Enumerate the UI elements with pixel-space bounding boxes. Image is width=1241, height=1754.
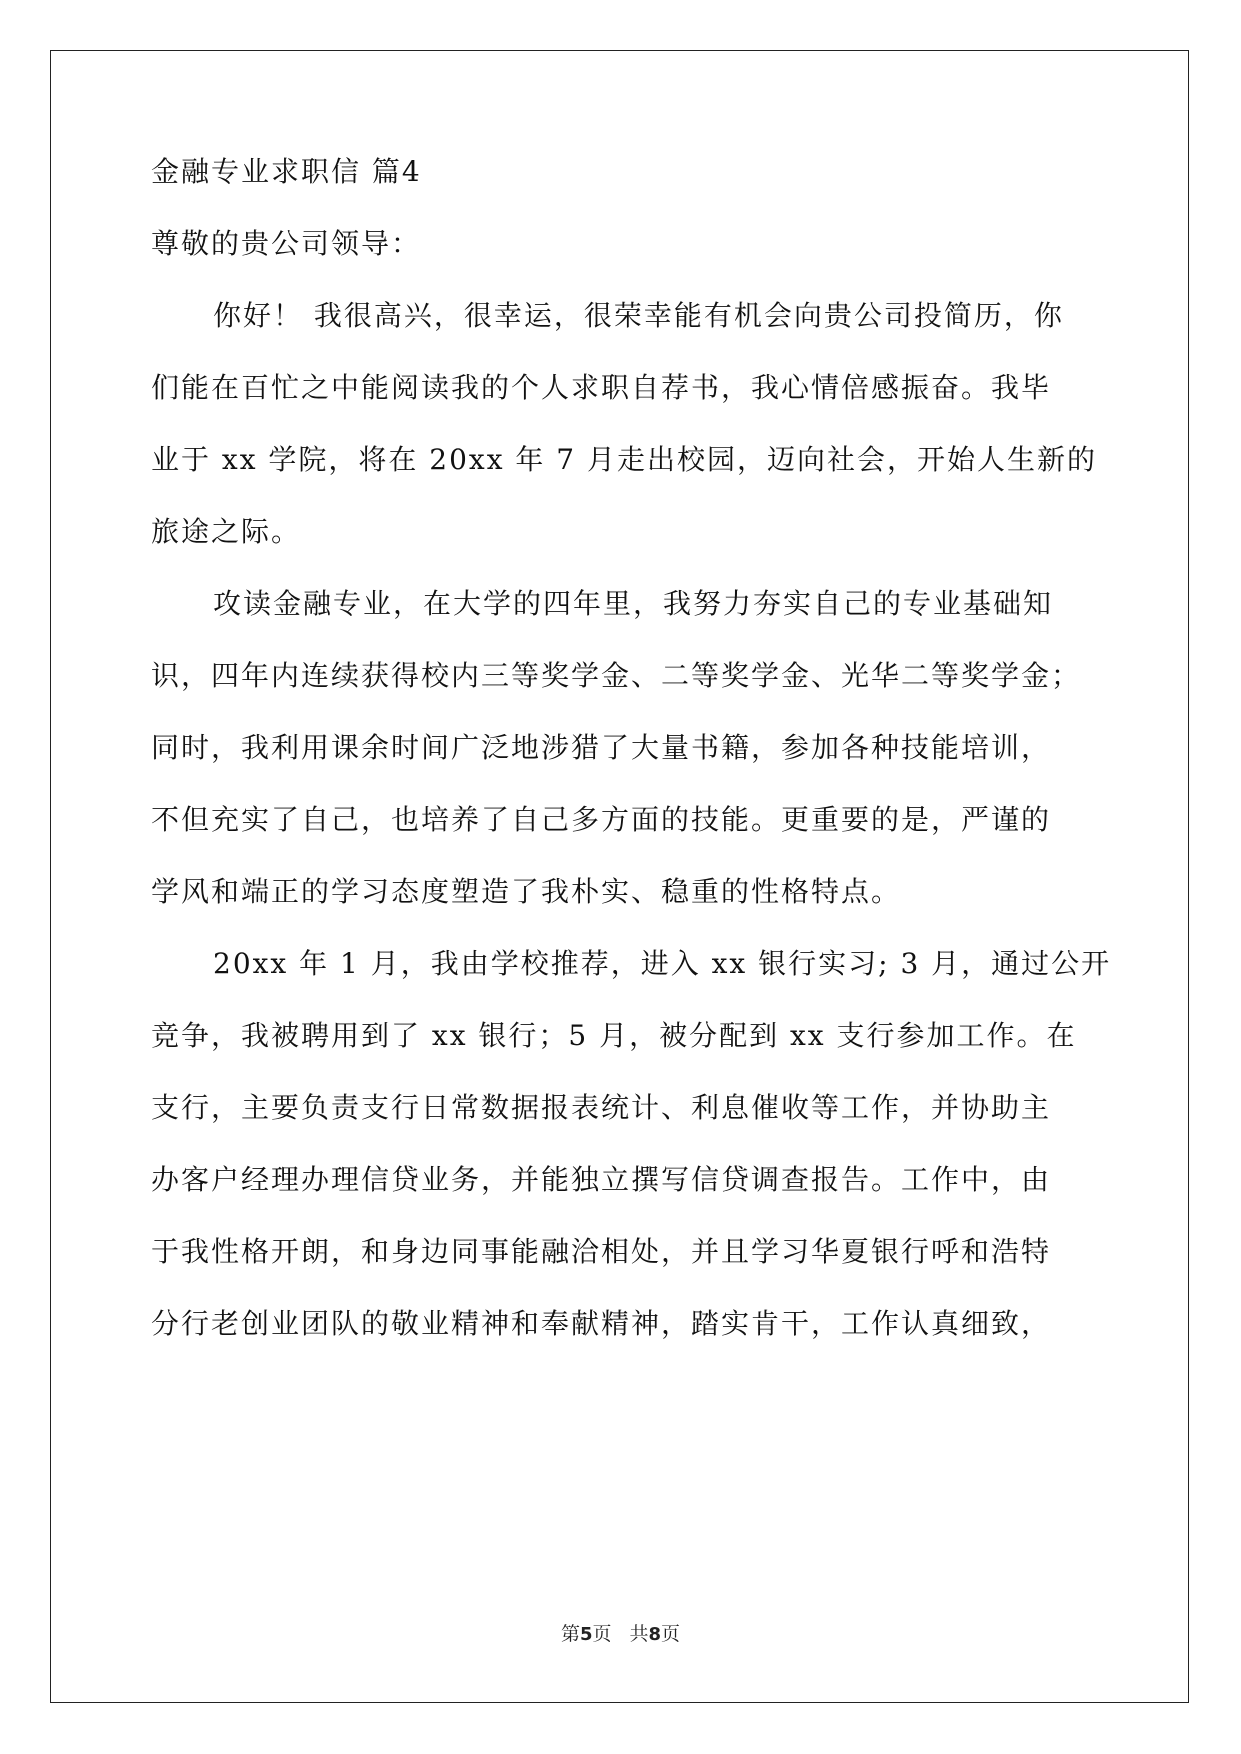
paragraph-line: 20xx 年 1 月，我由学校推荐，进入 xx 银行实习; 3 月，通过公开 [213,947,1112,980]
total-page-number: 8 [648,1624,662,1645]
document-title: 金融专业求职信 篇4 [151,155,422,188]
paragraph-line: 们能在百忙之中能阅读我的个人求职自荐书，我心情倍感振奋。我毕 [151,371,1052,404]
paragraph-line: 学风和端正的学习态度塑造了我朴实、稳重的性格特点。 [151,875,902,908]
paragraph-line: 识，四年内连续获得校内三等奖学金、二等奖学金、光华二等奖学金； [151,659,1082,692]
page-footer [0,1620,1241,1649]
paragraph-line: 攻读金融专业，在大学的四年里，我努力夯实自己的专业基础知 [213,587,1054,620]
salutation: 尊敬的贵公司领导： [151,227,422,260]
page-suffix: 页 [592,1623,612,1645]
current-page-number: 5 [579,1624,593,1645]
paragraph-line: 同时，我利用课余时间广泛地涉猎了大量书籍，参加各种技能培训， [151,731,1052,764]
paragraph-line: 分行老创业团队的敬业精神和奉献精神，踏实肯干，工作认真细致， [151,1307,1052,1340]
paragraph-line: 支行，主要负责支行日常数据报表统计、利息催收等工作，并协助主 [151,1091,1052,1124]
page-prefix: 第 [560,1623,580,1645]
total-prefix: 共 [629,1623,649,1645]
paragraph-line: 不但充实了自己，也培养了自己多方面的技能。更重要的是，严谨的 [151,803,1052,836]
paragraph-line: 于我性格开朗，和身边同事能融洽相处，并且学习华夏银行呼和浩特 [151,1235,1052,1268]
paragraph-line: 旅途之际。 [151,515,302,548]
paragraph-line: 你好！ 我很高兴，很幸运，很荣幸能有机会向贵公司投简历，你 [213,299,1064,332]
paragraph-line: 办客户经理办理信贷业务，并能独立撰写信贷调查报告。工作中，由 [151,1163,1052,1196]
paragraph-line: 竞争，我被聘用到了 xx 银行；5 月，被分配到 xx 支行参加工作。在 [151,1019,1077,1052]
paragraph-line: 业于 xx 学院，将在 20xx 年 7 月走出校园，迈向社会，开始人生新的 [151,443,1098,476]
total-suffix: 页 [661,1623,681,1645]
